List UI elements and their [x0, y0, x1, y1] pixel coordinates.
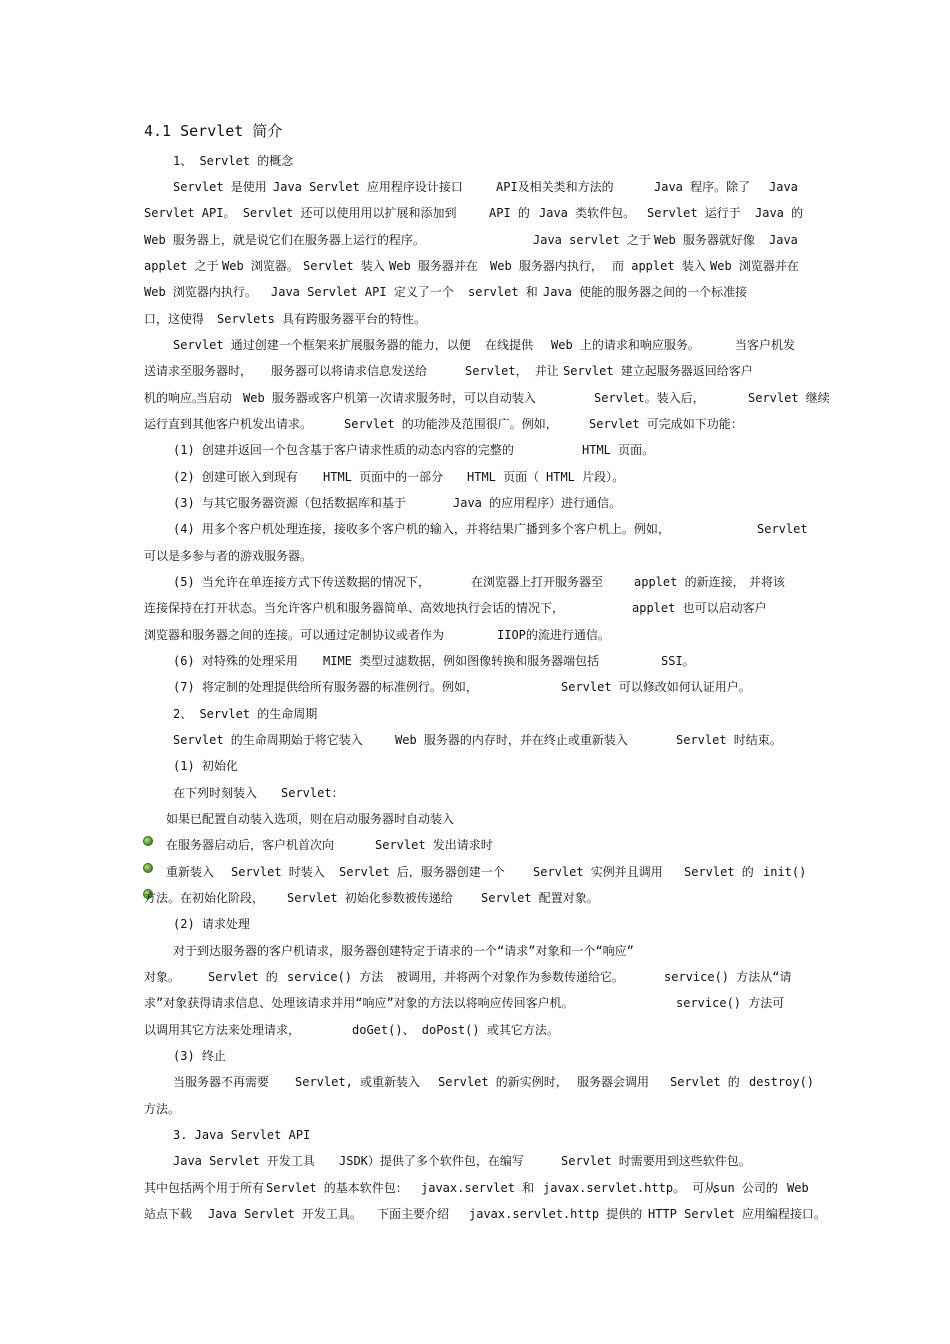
text-segment: Java servlet 之于: [533, 233, 651, 247]
text-line: [0, 783, 950, 803]
text-segment: Servlet 的新实例时，: [438, 1075, 568, 1089]
text-segment: Servlet 的功能涉及范围很广。例如，: [344, 417, 558, 431]
text-segment: 连接保持在打开状态。当允许客户机和服务器简单、高效地执行会话的情况下，: [144, 601, 565, 615]
text-segment: 在浏览器上打开服务器至: [471, 575, 604, 589]
text-segment: API 的: [489, 206, 530, 220]
text-line: [0, 941, 950, 961]
text-segment: (6) 对特殊的处理采用: [173, 654, 298, 668]
text-segment: API及相关类和方法的: [496, 180, 614, 194]
text-segment: service() 方法可: [676, 996, 785, 1010]
text-segment: 方法。在初始化阶段，: [144, 891, 265, 905]
text-segment: Web: [787, 1181, 809, 1195]
text-line: [0, 1204, 950, 1224]
text-segment: Servlet 时需要用到这些软件包。: [561, 1154, 751, 1168]
text-segment: Servlet 装入: [303, 259, 385, 273]
text-segment: 以调用其它方法来处理请求，: [144, 1023, 301, 1037]
text-segment: 1、 Servlet 的概念: [173, 154, 294, 168]
text-line: [0, 440, 950, 460]
text-segment: 当服务器不再需要: [173, 1075, 270, 1089]
text-segment: Web 服务器内执行，: [490, 259, 603, 273]
text-segment: (3) 终止: [173, 1049, 226, 1063]
text-line: [0, 1046, 950, 1066]
text-segment: 求”对象获得请求信息、处理该请求并用“响应”对象的方法以将响应传回客户机。: [144, 996, 574, 1010]
text-segment: 机的响应。: [144, 391, 205, 405]
text-segment: 浏览器和服务器之间的连接。可以通过定制协议或者作为: [144, 628, 445, 642]
text-line: [0, 467, 950, 487]
text-segment: Web 服务器就好像: [654, 233, 755, 247]
text-line: [0, 230, 950, 250]
text-segment: Servlet: [757, 522, 808, 536]
text-line: [0, 625, 950, 645]
text-segment: init(): [763, 865, 807, 879]
text-segment: Servlet 时装入: [231, 865, 325, 879]
text-line: [0, 335, 950, 355]
section-heading: [0, 121, 950, 141]
text-segment: Web 浏览器。: [222, 259, 299, 273]
text-segment: 下面主要介绍: [377, 1207, 450, 1221]
text-segment: Servlet 运行于: [647, 206, 741, 220]
text-segment: 在线提供: [485, 338, 534, 352]
text-segment: Java Servlet API 定义了一个: [271, 285, 454, 299]
text-segment: 送请求至服务器时，: [144, 364, 253, 378]
text-line: [0, 651, 950, 671]
text-segment: Java Servlet 应用程序设计接口: [273, 180, 463, 194]
bullet-list-item: [0, 835, 950, 855]
text-segment: (1) 初始化: [173, 759, 238, 773]
text-segment: javax.servlet 和: [421, 1181, 535, 1195]
text-line: [0, 914, 950, 934]
text-segment: Web 浏览器内执行。: [144, 285, 257, 299]
text-segment: (3) 与其它服务器资源（包括数据库和基于: [173, 496, 406, 510]
text-segment: Web 服务器或客户机第一次请求服务时，可以自动装入: [243, 391, 536, 405]
text-segment: (2) 创建可嵌入到现有: [173, 470, 298, 484]
text-segment: doGet()、 doPost() 或其它方法。: [352, 1023, 559, 1037]
text-segment: Web 服务器的内存时，并在终止或重新装入: [395, 733, 628, 747]
text-segment: servlet 和: [468, 285, 538, 299]
text-segment: applet 的新连接，: [634, 575, 745, 589]
text-segment: applet 也可以启动客户: [632, 601, 767, 615]
text-segment: Java: [769, 180, 798, 194]
text-segment: Servlet 可以修改如何认证用户。: [561, 680, 751, 694]
text-segment: Servlet 的生命周期始于将它装入: [173, 733, 363, 747]
text-segment: Web 服务器并在: [389, 259, 478, 273]
text-segment: Servlet 可完成如下功能：: [589, 417, 743, 431]
text-segment: 当启动: [196, 391, 233, 405]
text-segment: Web 上的请求和响应服务。: [551, 338, 700, 352]
text-segment: Java Servlet 开发工具: [173, 1154, 315, 1168]
text-segment: destroy(): [749, 1075, 815, 1089]
text-segment: 3. Java Servlet API: [173, 1128, 311, 1142]
text-segment: Servlet 实例并且调用: [533, 865, 663, 879]
text-segment: Servlet 发出请求时: [375, 838, 493, 852]
text-segment: 站点下载: [144, 1207, 193, 1221]
text-segment: Java: [769, 233, 798, 247]
text-segment: Servlet 继续: [748, 391, 830, 405]
text-segment: 并将该: [749, 575, 786, 589]
text-segment: 服务器可以将请求信息发送给: [271, 364, 428, 378]
text-line: [0, 993, 950, 1013]
text-segment: Web 服务器上，就是说它们在服务器上运行的程序。: [144, 233, 425, 247]
text-segment: Java 类软件包。: [539, 206, 636, 220]
text-segment: Servlet 建立起服务器返回给客户: [563, 364, 753, 378]
heading-text: 4.1 Servlet 简介: [144, 122, 283, 140]
text-segment: HTTP Servlet 应用编程接口。: [648, 1207, 826, 1221]
text-segment: HTML 片段）。: [546, 470, 625, 484]
text-segment: Servlet 的: [208, 970, 278, 984]
text-segment: 对于到达服务器的客户机请求，服务器创建特定于请求的一个“请求”对象和一个“响应”: [173, 944, 634, 958]
text-segment: 运行直到其他客户机发出请求。: [144, 417, 313, 431]
text-segment: 重新装入: [166, 865, 215, 879]
text-segment: javax.servlet.http。 可从: [543, 1181, 717, 1195]
text-segment: Servlet。装入后，: [594, 391, 705, 405]
text-segment: Java 程序。除了: [654, 180, 751, 194]
text-segment: (7) 将定制的处理提供给所有服务器的标准例行。例如，: [173, 680, 478, 694]
text-segment: HTML 页面。: [582, 443, 655, 457]
text-segment: 可以是多参与者的游戏服务器。: [144, 549, 313, 563]
text-segment: service() 方法从“请: [664, 970, 792, 984]
text-line: [0, 309, 950, 329]
text-line: [0, 756, 950, 776]
text-segment: 如果已配置自动装入选项，则在启动服务器时自动装入: [166, 812, 455, 826]
text-segment: service() 方法: [287, 970, 384, 984]
bullet-list-item: [0, 862, 950, 882]
text-segment: 当客户机发: [735, 338, 796, 352]
text-segment: 其中包括两个用于所有: [144, 1181, 265, 1195]
text-line: [0, 493, 950, 513]
text-line: [0, 1151, 950, 1171]
text-segment: SSI。: [661, 654, 695, 668]
text-segment: Servlets 具有跨服务器平台的特性。: [217, 312, 427, 326]
text-segment: HTML 页面（: [467, 470, 540, 484]
text-line: [0, 809, 950, 829]
text-line: [0, 203, 950, 223]
text-line: [0, 1020, 950, 1040]
text-segment: Web 浏览器并在: [710, 259, 799, 273]
text-line: [0, 598, 950, 618]
text-segment: applet 之于: [144, 259, 219, 273]
text-line: [0, 572, 950, 592]
bullet-icon: [143, 836, 153, 846]
text-segment: Java 的: [755, 206, 804, 220]
text-segment: Servlet 配置对象。: [481, 891, 599, 905]
text-segment: sun 公司的: [713, 1181, 778, 1195]
text-segment: javax.servlet.http 提供的: [469, 1207, 643, 1221]
text-line: [0, 519, 950, 539]
text-segment: Servlet, 或重新装入: [295, 1075, 421, 1089]
text-line: [0, 1125, 950, 1145]
text-segment: 方法。: [144, 1102, 181, 1116]
text-segment: 在服务器启动后，客户机首次向: [166, 838, 335, 852]
text-segment: Servlet：: [281, 786, 344, 800]
text-line: [0, 1072, 950, 1092]
text-segment: 被调用，并将两个对象作为参数传递给它。: [396, 970, 625, 984]
text-line: [0, 361, 950, 381]
text-segment: MIME 类型过滤数据，例如图像转换和服务器端包括: [323, 654, 600, 668]
text-line: [0, 414, 950, 434]
text-segment: Java 使能的服务器之间的一个标准接: [543, 285, 748, 299]
text-line: [0, 1178, 950, 1198]
text-segment: Servlet 初始化参数被传递给: [287, 891, 453, 905]
text-segment: 2、 Servlet 的生命周期: [173, 707, 318, 721]
text-segment: (1) 创建并返回一个包含基于客户请求性质的动态内容的完整的: [173, 443, 514, 457]
text-line: [0, 282, 950, 302]
text-segment: Servlet 后，服务器创建一个: [339, 865, 505, 879]
text-segment: (4) 用多个客户机处理连接，接收多个客户机的输入，并将结果广播到多个客户机上。例如，: [173, 522, 670, 536]
text-segment: 口，这使得: [144, 312, 205, 326]
text-line: [0, 388, 950, 408]
text-segment: Servlet 的基本软件包：: [266, 1181, 408, 1195]
text-segment: Servlet 的: [684, 865, 754, 879]
text-line: [0, 177, 950, 197]
text-line: [0, 704, 950, 724]
bullet-icon: [143, 863, 153, 873]
text-segment: Java 的应用程序）进行通信。: [453, 496, 622, 510]
text-segment: (2) 请求处理: [173, 917, 250, 931]
text-line: [0, 1099, 950, 1119]
text-line: [0, 967, 950, 987]
text-segment: IIOP的流进行通信。: [497, 628, 610, 642]
text-segment: JSDK）提供了多个软件包，在编写: [339, 1154, 524, 1168]
text-line: [0, 546, 950, 566]
text-segment: Servlet 通过创建一个框架来扩展服务器的能力，以便: [173, 338, 471, 352]
text-segment: 服务器会调用: [577, 1075, 650, 1089]
bullet-list-item: [0, 888, 950, 908]
text-line: [0, 256, 950, 276]
text-segment: 在下列时刻装入: [173, 786, 258, 800]
text-line: [0, 151, 950, 171]
text-segment: 而 applet 装入: [612, 259, 706, 273]
text-segment: Servlet 时结束。: [676, 733, 782, 747]
text-segment: Servlet 的: [670, 1075, 740, 1089]
text-segment: Servlet 是使用: [173, 180, 267, 194]
text-line: [0, 730, 950, 750]
text-segment: HTML 页面中的一部分: [323, 470, 444, 484]
text-segment: Java Servlet 开发工具。: [208, 1207, 362, 1221]
text-segment: (5) 当允许在单连接方式下传送数据的情况下，: [173, 575, 430, 589]
text-line: [0, 677, 950, 697]
text-segment: Servlet， 并让: [465, 364, 559, 378]
text-segment: 对象。: [144, 970, 181, 984]
text-segment: Servlet API。 Servlet 还可以使用用以扩展和添加到: [144, 206, 457, 220]
